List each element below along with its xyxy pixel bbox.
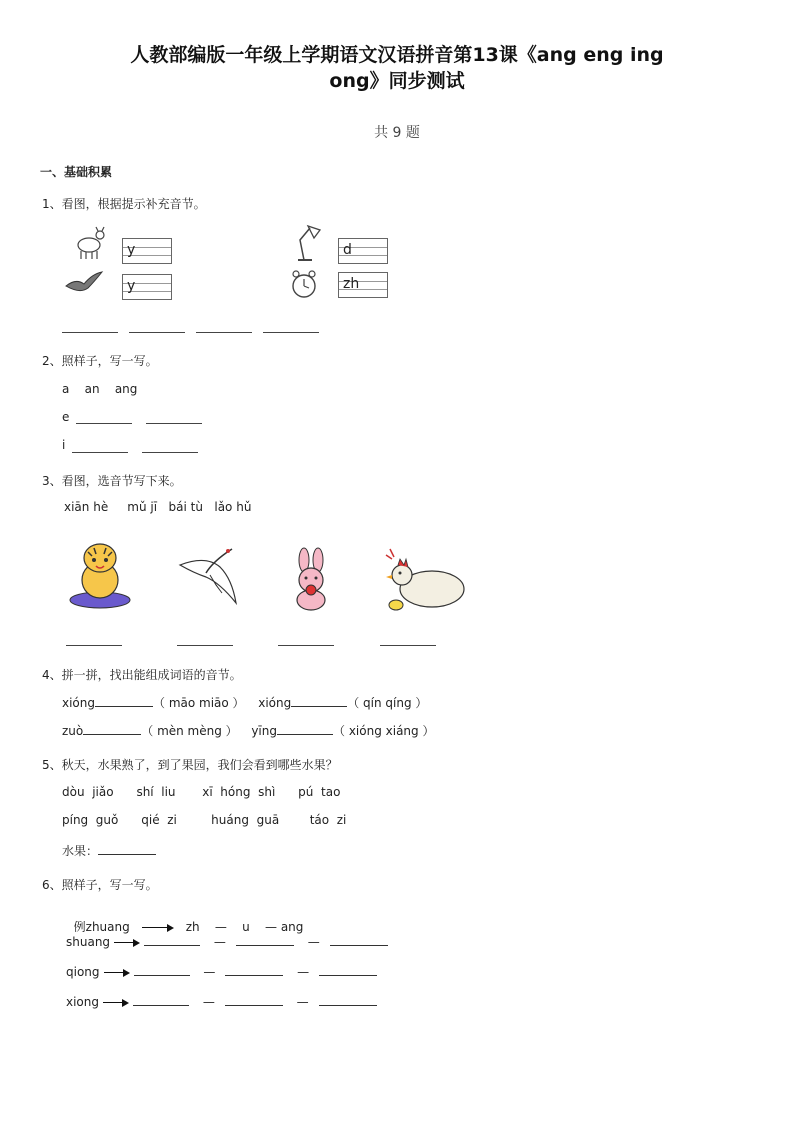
example-row: a an ang — [62, 382, 138, 396]
row-label-i: i — [62, 438, 66, 452]
answer-line[interactable] — [319, 993, 377, 1006]
example-word: 例zhuang — [73, 920, 130, 934]
q6-row-shuang — [66, 933, 388, 949]
answer-line[interactable] — [277, 722, 333, 735]
q4-row-2 — [62, 722, 434, 739]
section-heading: 一、基础积累 — [40, 165, 113, 179]
answer-line[interactable] — [278, 644, 334, 646]
dash: — — [202, 995, 215, 1009]
syllable: yīng — [251, 724, 277, 738]
question-3-prompt: 3、看图，选音节写下来。 — [42, 474, 182, 488]
answer-line[interactable] — [330, 933, 388, 946]
page-title-line2: ong》同步测试 — [329, 70, 465, 92]
fruit-syllables-row-1: dòu jiǎo shí liu xī hóng shì pú tao — [62, 785, 341, 799]
answer-line[interactable] — [134, 963, 190, 976]
answer-line[interactable] — [177, 644, 233, 646]
goat-icon — [70, 225, 108, 263]
choice-pair: （ mèn mèng ） — [141, 724, 238, 738]
answer-line[interactable] — [142, 451, 198, 453]
answer-line[interactable] — [196, 331, 252, 333]
hen-icon — [382, 545, 466, 611]
answer-box-lamp[interactable] — [338, 238, 388, 264]
answer-line[interactable] — [146, 422, 202, 424]
question-4-prompt: 4、拼一拼，找出能组成词语的音节。 — [42, 668, 242, 682]
answer-line[interactable] — [133, 993, 189, 1006]
choice-pair: （ māo miāo ） — [153, 696, 245, 710]
answer-line[interactable] — [291, 694, 347, 707]
answer-line[interactable] — [380, 644, 436, 646]
fruit-syllables-row-2: píng guǒ qié zi huáng guā táo zi — [62, 813, 347, 827]
answer-line[interactable] — [62, 331, 118, 333]
dash: — — [297, 965, 310, 979]
q4-row-1 — [62, 694, 427, 711]
question-1-prompt: 1、看图，根据提示补充音节。 — [42, 197, 206, 211]
word: xiong — [66, 995, 99, 1009]
crane-icon — [176, 545, 240, 609]
question-6-prompt: 6、照样子，写一写。 — [42, 878, 158, 892]
word: shuang — [66, 935, 111, 949]
dash: — — [213, 935, 226, 949]
syllable: xióng — [62, 696, 95, 710]
answer-line[interactable] — [76, 422, 132, 424]
row-label-e: e — [62, 410, 70, 424]
syllable-options: xiān hè mǔ jī bái tù lǎo hǔ — [64, 500, 252, 514]
arrow-icon — [103, 999, 129, 1007]
q6-row-qiong — [66, 963, 377, 979]
fruit-answer-row — [62, 842, 156, 859]
hint-letter: d — [343, 242, 352, 258]
arrow-icon — [114, 939, 140, 947]
question-5-prompt: 5、秋天，水果熟了，到了果园，我们会看到哪些水果？ — [42, 758, 338, 772]
lamp-icon — [292, 222, 324, 262]
hint-letter: y — [127, 278, 136, 294]
word: qiong — [66, 965, 100, 979]
answer-line[interactable] — [72, 451, 128, 453]
page-title-line1: 人教部编版一年级上学期语文汉语拼音第13课《ang eng ing — [130, 44, 664, 66]
choice-pair: （ qín qíng ） — [347, 696, 428, 710]
choice-pair: （ xióng xiáng ） — [333, 724, 435, 738]
syllable: zuò — [62, 724, 84, 738]
answer-line[interactable] — [129, 331, 185, 333]
eagle-icon — [64, 268, 104, 298]
question-2-prompt: 2、照样子，写一写。 — [42, 354, 158, 368]
q6-row-xiong — [66, 993, 377, 1009]
dash: — — [203, 965, 216, 979]
question-count: 共 9 题 — [374, 125, 420, 141]
answer-box-eagle[interactable] — [122, 274, 172, 300]
answer-line[interactable] — [144, 933, 200, 946]
answer-line[interactable] — [98, 842, 156, 855]
dash: — — [307, 935, 320, 949]
syllable: xióng — [258, 696, 292, 710]
answer-line[interactable] — [95, 694, 153, 707]
arrow-icon — [142, 924, 174, 932]
answer-line[interactable] — [236, 933, 294, 946]
hint-letter: y — [127, 242, 136, 258]
rabbit-icon — [286, 548, 336, 612]
tiger-icon — [64, 540, 136, 610]
answer-label: 水果： — [62, 844, 99, 858]
alarm-clock-icon — [288, 268, 320, 300]
hint-letter: zh — [343, 276, 360, 292]
answer-line[interactable] — [319, 963, 377, 976]
answer-line[interactable] — [83, 722, 141, 735]
answer-line[interactable] — [225, 993, 283, 1006]
answer-line[interactable] — [66, 644, 122, 646]
answer-line[interactable] — [263, 331, 319, 333]
dash: — — [296, 995, 309, 1009]
example-row — [66, 904, 303, 935]
answer-box-clock[interactable] — [338, 272, 388, 298]
answer-line[interactable] — [225, 963, 283, 976]
answer-box-goat[interactable] — [122, 238, 172, 264]
arrow-icon — [104, 969, 130, 977]
example-parts: zh — u — ang — [185, 920, 304, 934]
